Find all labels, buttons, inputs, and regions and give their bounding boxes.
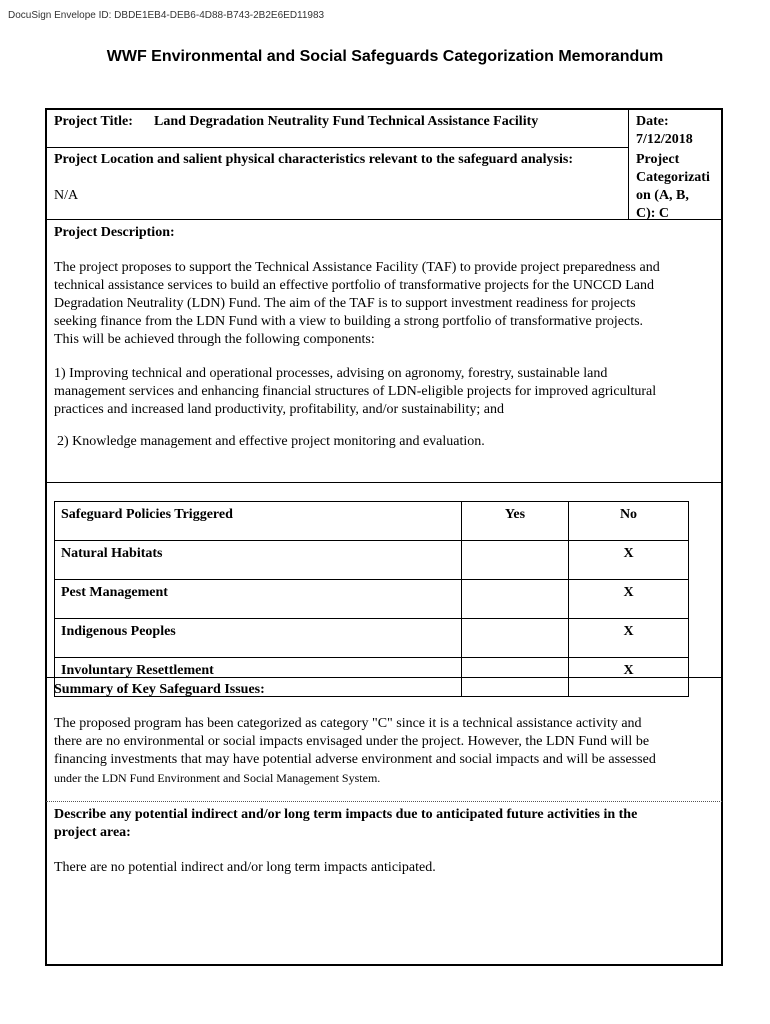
table-row	[55, 541, 689, 580]
date-value: 7/12/2018	[636, 132, 693, 147]
no-cell: X	[569, 658, 689, 697]
policy-name: Indigenous Peoples	[55, 619, 462, 658]
project-description-label: Project Description:	[54, 225, 175, 240]
impacts-value: There are no potential indirect and/or long term impacts anticipated.	[54, 860, 436, 875]
categorization-line: Project	[636, 152, 680, 167]
summary-line: under the LDN Fund Environment and Social Management System.	[54, 771, 381, 785]
categorization-line: on (A, B,	[636, 188, 689, 203]
yes-cell	[462, 580, 569, 619]
policy-name: Involuntary Resettlement	[55, 658, 462, 697]
yes-cell	[462, 541, 569, 580]
component-line: 1) Improving technical and operational processes, advising on agronomy, forestry, sustainable land	[54, 366, 608, 381]
component-line: management services and enhancing financial structures of LDN-eligible projects for improved agricultural	[54, 384, 657, 399]
categorization-value: C): C	[636, 206, 670, 221]
categorization-line: Categorizati	[636, 170, 710, 185]
description-line: seeking finance from the LDN Fund with a view to building a strong portfolio of transformative projects.	[54, 314, 644, 329]
header-no: No	[569, 502, 689, 541]
impacts-label: Describe any potential indirect and/or long term impacts due to anticipated future activities in the	[54, 807, 638, 822]
component-line: 2) Knowledge management and effective project monitoring and evaluation.	[57, 434, 485, 449]
column-divider	[628, 109, 629, 219]
no-cell: X	[569, 580, 689, 619]
envelope-id: DocuSign Envelope ID: DBDE1EB4-DEB6-4D88-B743-2B2E6ED11983	[8, 10, 325, 21]
summary-line: The proposed program has been categorized as category "C" since it is a technical assistance activity and	[54, 716, 642, 731]
summary-label: Summary of Key Safeguard Issues:	[54, 682, 265, 697]
table-row	[55, 619, 689, 658]
project-location-value: N/A	[54, 188, 79, 203]
document-title: WWF Environmental and Social Safeguards Categorization Memorandum	[106, 48, 664, 65]
header-yes: Yes	[462, 502, 569, 541]
safeguard-policies-table	[54, 501, 689, 697]
row-divider	[46, 147, 628, 148]
component-line: practices and increased land productivity, profitability, and/or sustainability; and	[54, 402, 504, 417]
date-label: Date:	[636, 114, 669, 129]
description-line: Degradation Neutrality (LDN) Fund. The aim of the TAF is to support investment readiness for projects	[54, 296, 636, 311]
project-title-label: Project Title:	[54, 114, 133, 129]
no-cell: X	[569, 619, 689, 658]
policy-name: Natural Habitats	[55, 541, 462, 580]
row-divider	[46, 482, 722, 483]
description-line: technical assistance services to build an effective portfolio of transformative projects for the UNCCD Land	[54, 278, 654, 293]
summary-line: there are no environmental or social impacts envisaged under the project. However, the LDN Fund will be	[54, 734, 650, 749]
row-divider	[46, 219, 722, 220]
impacts-label: project area:	[54, 825, 131, 840]
project-title-value: Land Degradation Neutrality Fund Technical Assistance Facility	[154, 114, 539, 129]
dotted-divider	[46, 801, 722, 802]
yes-cell	[462, 619, 569, 658]
yes-cell	[462, 658, 569, 697]
summary-line: financing investments that may have potential adverse environment and social impacts and will be assessed	[54, 752, 656, 767]
header-policy: Safeguard Policies Triggered	[55, 502, 462, 541]
project-location-label: Project Location and salient physical characteristics relevant to the safeguard analysis:	[54, 152, 573, 167]
table-header-row	[55, 502, 689, 541]
policy-name: Pest Management	[55, 580, 462, 619]
table-row	[55, 580, 689, 619]
no-cell: X	[569, 541, 689, 580]
description-line: The project proposes to support the Technical Assistance Facility (TAF) to provide project preparedness and	[54, 260, 660, 275]
description-line: This will be achieved through the following components:	[54, 332, 375, 347]
